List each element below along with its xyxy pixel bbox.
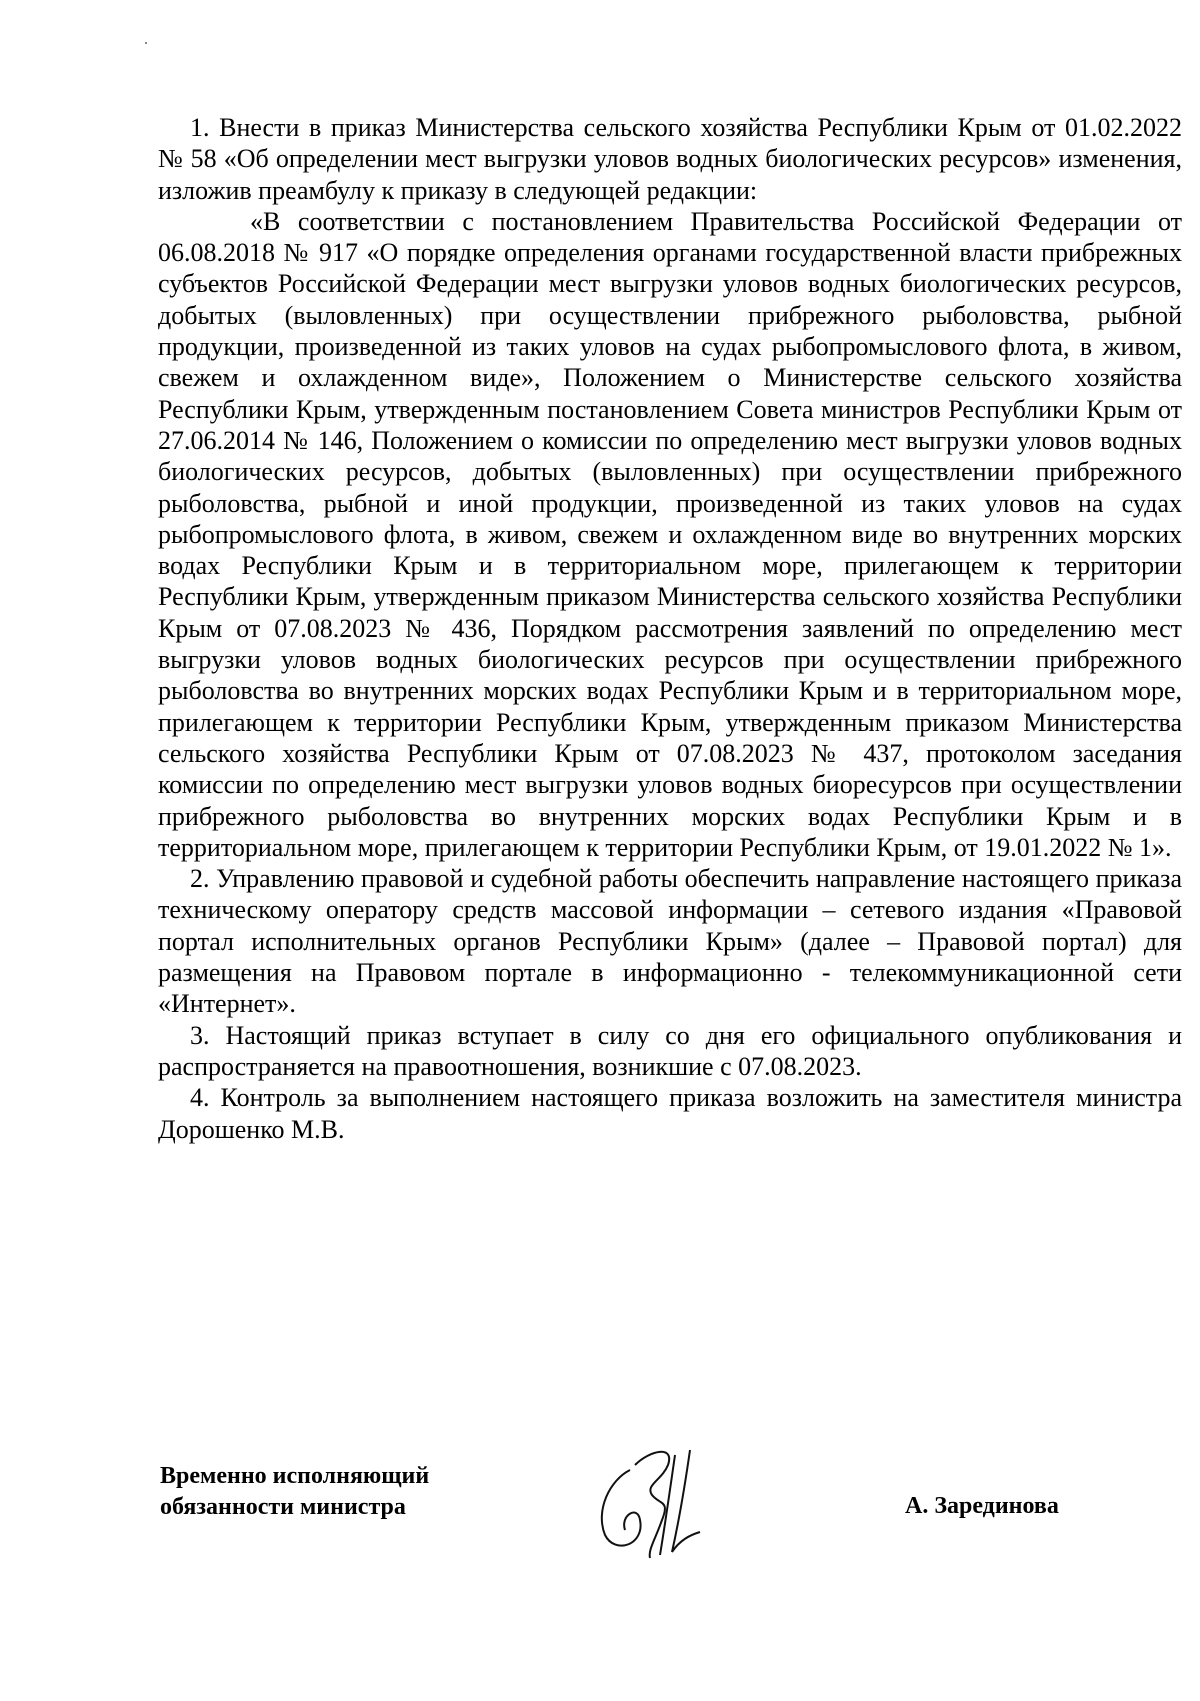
handwritten-signature — [590, 1440, 730, 1560]
signatory-title-line-2: обязанности министра — [160, 1494, 406, 1520]
signatory-name: А. Зарединова — [905, 1493, 1059, 1519]
paragraph-3: 3. Настоящий приказ вступает в силу со дня его официального опубликования и распространяется на правоотношения, возникшие с 07.08.2023. — [158, 1020, 1182, 1081]
signatory-title — [160, 1461, 429, 1523]
document-body — [158, 112, 1182, 1145]
paragraph-2: 2. Управлению правовой и судебной работы обеспечить направление настоящего приказа техническому оператору средств массовой информации – сетевого издания «Правовой портал исполнительных органов Республики Крым» (далее – Правовой портал) для размещения на Правовом портале в информационно - телекоммуникационной сети «Интернет». — [158, 864, 1182, 1019]
paragraph-1: 1. Внести в приказ Министерства сельского хозяйства Республики Крым от 01.02.2022 № 58 «Об определении мест выгрузки уловов водных биологических ресурсов» изменения, изложив преамбулу к приказу в следующей редакции: — [158, 113, 1182, 205]
signatory-title-line-1: Временно исполняющий — [160, 1463, 430, 1489]
scan-speck — [145, 42, 147, 44]
paragraph-4: 4. Контроль за выполнением настоящего приказа возложить на заместителя министра Дорошенко М.В. — [158, 1083, 1182, 1144]
paragraph-preamble-quote: «В соответствии с постановлением Правительства Российской Федерации от 06.08.2018 № 917 «О порядке определения органами государственной власти прибрежных субъектов Российской Федерации мест выгрузки уловов водных биологических ресурсов, добытых (выловленных) при осуществлении прибрежного рыболовства, рыбной продукции, произведенной из таких уловов на судах рыбопромыслового флота, в живом, свежем и охлажденном виде», Положением о Министерстве сельского хозяйства Республики Крым, утвержденным постановлением Совета министров Республики Крым от 27.06.2014 № 146, Положением о комиссии по определению мест выгрузки уловов водных биологических ресурсов, добытых (выловленных) при осуществлении прибрежного рыболовства, рыбной и иной продукции, произведенной из таких уловов на судах рыбопромыслового флота, в живом, свежем и охлажденном виде во внутренних морских водах Республики Крым и в территориальном море, прилегающем к территории Республики Крым, утвержденным приказом Министерства сельского хозяйства Республики Крым от 07.08.2023 № 436, Порядком рассмотрения заявлений по определению мест выгрузки уловов водных биологических ресурсов при осуществлении прибрежного рыболовства во внутренних морских водах Республики Крым и в территориальном море, прилегающем к территории Республики Крым, утвержденным приказом Министерства сельского хозяйства Республики Крым от 07.08.2023 № 437, протоколом заседания комиссии по определению мест выгрузки уловов водных биоресурсов при осуществлении прибрежного рыболовства во внутренних морских водах Республики Крым и в территориальном море, прилегающем к территории Республики Крым, от 19.01.2022 № 1». — [158, 206, 1182, 862]
